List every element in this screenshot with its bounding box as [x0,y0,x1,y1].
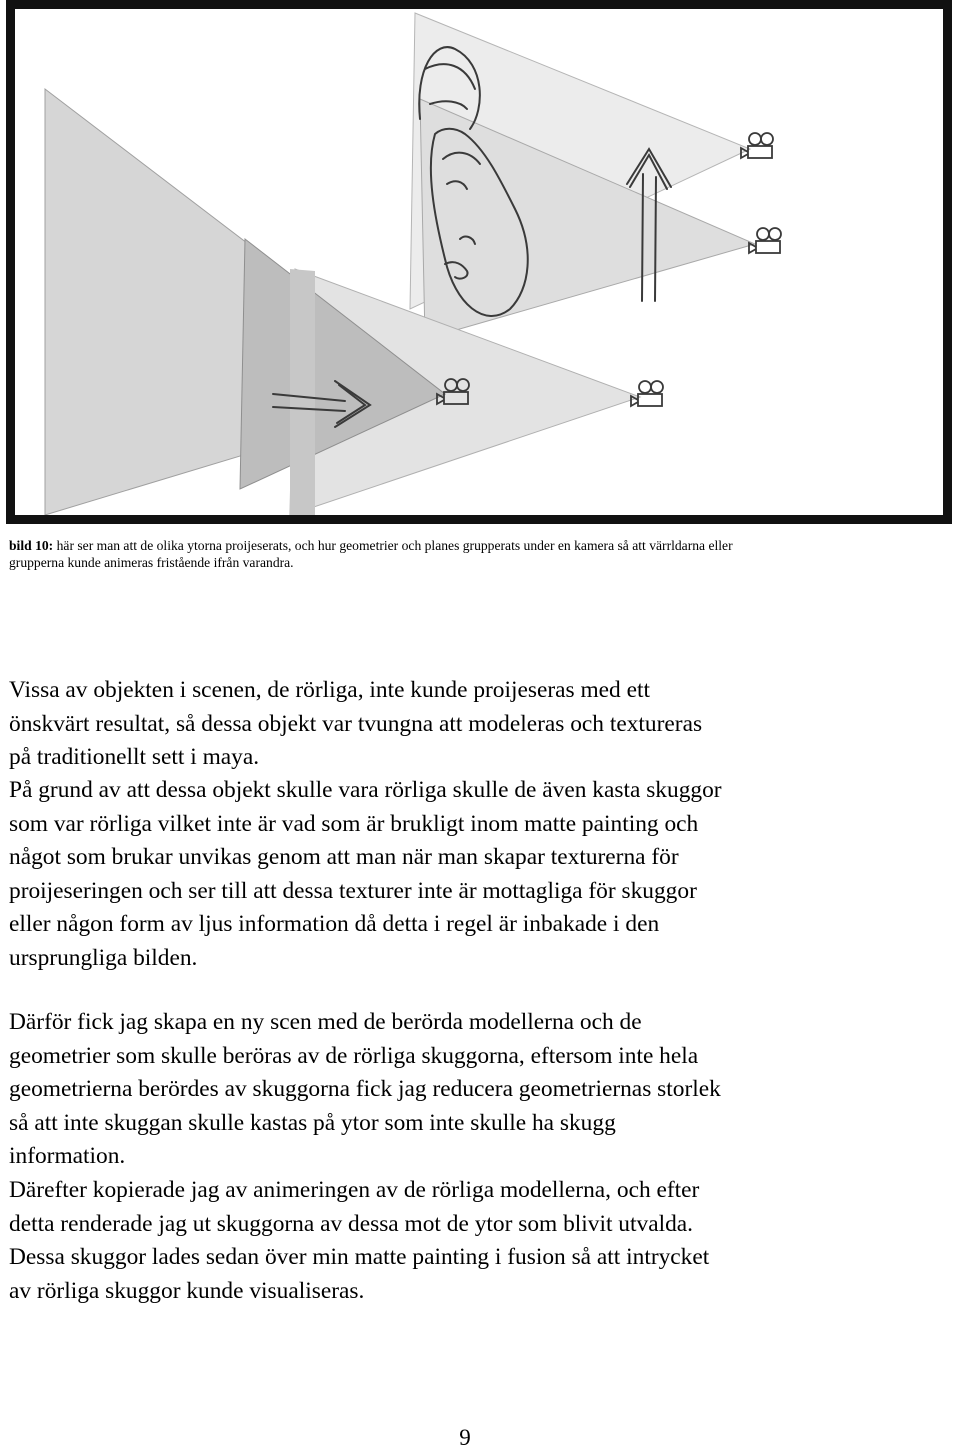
text-line: Därför fick jag skapa en ny scen med de berörda modellerna och de [9,1009,642,1035]
text-line: eller någon form av ljus information då detta i regel är inbakade i den [9,911,660,937]
text-line: av rörliga skuggor kunde visualiseras. [9,1277,365,1304]
text-line: På grund av att dessa objekt skulle vara rörliga skulle de även kasta skuggor [9,777,722,803]
caption-line: här ser man att de olika ytorna proijeserats, och hur geometrier och planes grupperats under en kamera så att värrldarna eller [56,538,733,553]
text-line: som var rörliga vilket inte är vad som är brukligt inom matte painting och [9,810,699,837]
text-line: Därefter kopierade jag av animeringen av de rörliga modellerna, och efter [9,1177,700,1203]
figure-frame [6,0,952,524]
page-number: 9 [459,1425,471,1450]
figure-caption [9,537,939,571]
text-line: geometrier som skulle beröras av de rörliga skuggorna, eftersom inte hela [9,1042,699,1069]
paragraph [9,674,949,775]
projection-sketch-illustration [15,9,943,515]
text-line: ursprungliga bilden. [9,944,198,971]
frustum-lower-slab [290,269,315,515]
caption-line: grupperna kunde animeras fristående ifrån varandra. [9,555,294,570]
text-line: Dessa skuggor lades sedan över min matte painting i fusion så att intrycket [9,1244,710,1270]
figure-label: bild 10: [9,538,54,553]
paragraph [9,1006,949,1174]
text-line: något som brukar unvikas genom att man när man skapar texturerna för [9,844,679,870]
text-line: geometrierna berördes av skuggorna fick jag reducera geometriernas storlek [9,1076,721,1102]
text-line: information. [9,1143,126,1169]
text-line: så att inte skuggan skulle kastas på ytor som inte skulle ha skugg [9,1109,616,1136]
text-line: önskvärt resultat, så dessa objekt var tvungna att modeleras och textureras [9,710,703,737]
paragraph [9,1174,949,1308]
text-line: detta renderade jag ut skuggorna av dessa mot de ytor som blivit utvalda. [9,1210,693,1237]
text-line: proijeseringen och ser till att dessa texturer inte är mottagliga för skuggor [9,877,697,904]
text-line: på traditionellt sett i maya. [9,744,260,770]
text-line: Vissa av objekten i scenen, de rörliga, inte kunde proijeseras med ett [9,677,650,703]
paragraph [9,774,949,975]
